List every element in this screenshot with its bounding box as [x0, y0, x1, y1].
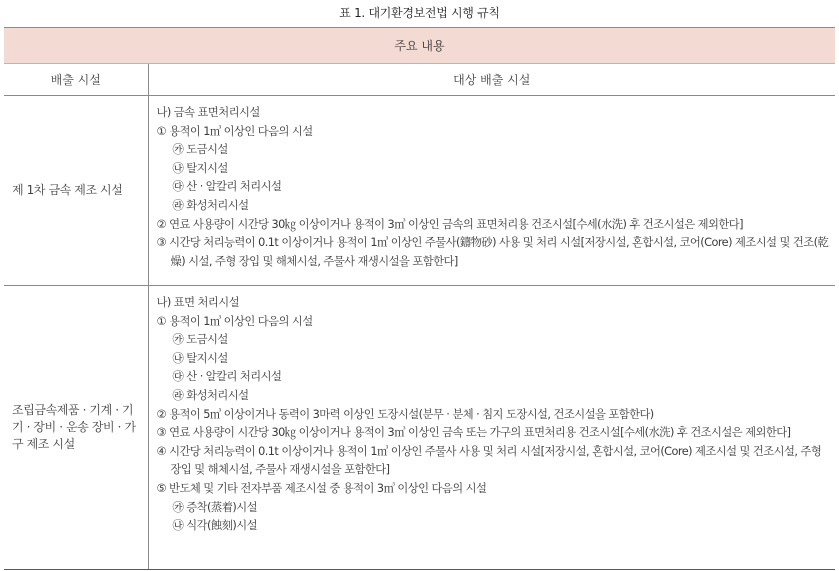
- list-item: ㉰ 산 · 알칼리 처리시설: [172, 180, 282, 194]
- list-item: ① 용적이 1㎥ 이상인 다음의 시설: [156, 314, 313, 328]
- column-header-emission-facility: 배출 시설: [4, 64, 148, 96]
- table-row: [4, 96, 835, 286]
- table-row: [4, 286, 835, 570]
- list-item: ㉮ 도금시설: [172, 333, 228, 347]
- list-item: ㉮ 도금시설: [172, 143, 228, 157]
- regulation-table: [4, 27, 835, 570]
- list-item: ㉱ 화성처리시설: [172, 198, 249, 212]
- list-item: ㉯ 탈지시설: [172, 161, 228, 175]
- list-item: ㉯ 탈지시설: [172, 351, 228, 365]
- main-header-cell: 주요 내용: [4, 28, 835, 64]
- table-caption: 표 1. 대기환경보전법 시행 규칙: [339, 6, 500, 20]
- target-facility-cell: [148, 286, 835, 570]
- category-cell: 조립금속제품 · 기계 · 기기 · 장비 · 운송 장비 · 가구 제조 시설: [4, 286, 148, 570]
- list-item: ② 연료 사용량이 시간당 30㎏ 이상이거나 용적이 3㎥ 이상인 금속의 표면처리용 건조시설[수세(水洗) 후 건조시설은 제외한다]: [156, 217, 743, 231]
- list-item: ㉱ 화성처리시설: [172, 388, 249, 402]
- list-item: 나) 표면 처리시설: [156, 296, 239, 309]
- column-header-target-facility: 대상 배출 시설: [148, 64, 835, 96]
- list-item: ㉰ 산 · 알칼리 처리시설: [172, 370, 282, 384]
- category-cell: 제 1차 금속 제조 시설: [4, 96, 148, 286]
- target-facility-cell: [148, 96, 835, 286]
- list-item: ② 용적이 5㎥ 이상이거나 동력이 3마력 이상인 도장시설(분무 · 분체 · 침지 도장시설, 건조시설을 포함한다): [156, 407, 654, 421]
- list-item: ㉮ 증착(蒸着)시설: [172, 500, 257, 514]
- table-main-header-row: [4, 28, 835, 64]
- list-item: ㉯ 식각(蝕刻)시설: [172, 519, 257, 533]
- list-item: ③ 시간당 처리능력이 0.1t 이상이거나 용적이 1㎥ 이상인 주물사(鑄物砂) 사용 및 처리 시설[저장시설, 혼합시설, 코어(Core) 제조시설 및 건조(乾燥) 시설, 주형 장입 및 해체시설, 주물사 재생시설을 포함한다]: [156, 236, 829, 268]
- list-item: ⑤ 반도체 및 기타 전자부품 제조시설 중 용적이 3㎥ 이상인 다음의 시설: [156, 481, 487, 495]
- table-column-header-row: [4, 64, 835, 96]
- list-item: 나) 금속 표면처리시설: [156, 106, 260, 119]
- list-item: ④ 시간당 처리능력이 0.1t 이상이거나 용적이 1㎥ 이상인 주물사 사용 및 처리 시설[저장시설, 혼합시설, 코어(Core) 제조시설 및 건조시설, 주형 장입 및 해체시설, 주물사 재생시설을 포함한다]: [156, 444, 822, 477]
- list-item: ③ 연료 사용량이 시간당 30㎏ 이상이거나 용적이 3㎥ 이상인 금속 또는 가구의 표면처리용 건조시설[수세(水洗) 후 건조시설은 제외한다]: [156, 426, 791, 440]
- list-item: ① 용적이 1㎥ 이상인 다음의 시설: [156, 124, 313, 138]
